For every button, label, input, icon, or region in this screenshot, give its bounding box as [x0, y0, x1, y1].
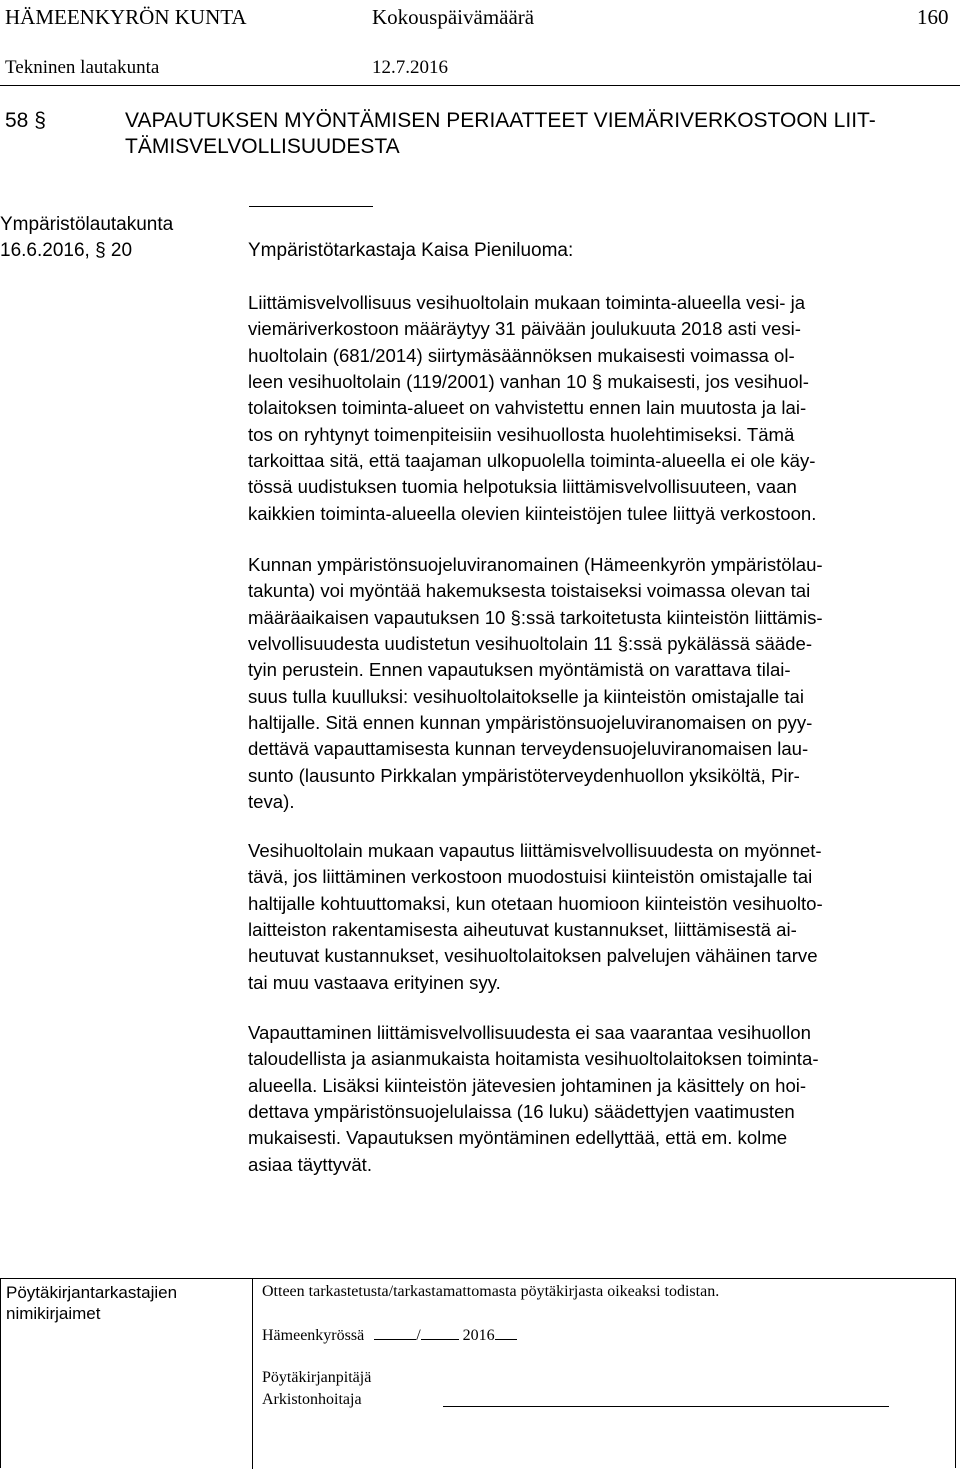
reference-meeting: 16.6.2016, § 20	[0, 240, 133, 261]
month-blank[interactable]	[421, 1325, 459, 1340]
footer-secretary: Pöytäkirjanpitäjä	[262, 1369, 372, 1386]
footer-divider	[252, 1278, 253, 1469]
board-name: Tekninen lautakunta	[5, 57, 160, 78]
meeting-date: 12.7.2016	[372, 57, 448, 78]
footer-initials-label: Pöytäkirjantarkastajien nimikirjaimet	[6, 1283, 178, 1323]
organization-name: HÄMEENKYRÖN KUNTA	[5, 5, 247, 29]
section-title-line: TÄMISVELVOLLISUUDESTA	[125, 135, 400, 158]
reference-rule	[249, 206, 373, 207]
signature-line[interactable]	[443, 1406, 889, 1407]
footer-certify: Otteen tarkastetusta/tarkastamattomasta pöytäkirjasta oikeaksi todistan.	[262, 1283, 720, 1300]
section-number: 58 §	[5, 109, 46, 132]
date-label: Kokouspäivämäärä	[372, 5, 535, 29]
header-rule	[0, 85, 960, 86]
paragraph: Vapauttaminen liittämisvelvollisuudesta ei saa vaarantaa vesihuollon taloudellista ja asianmukaista hoitamista vesihuoltolaitoksen toiminta- alueella. Lisäksi kiinteistön jätevesien johtaminen ja käsittely on hoi- dettava ympäristönsuojelulaissa (16 luku) säädettyjen vaatimusten mukaisesti. Vapautuksen myöntäminen edellyttää, että em. kolme asiaa täyttyvät.	[248, 1022, 819, 1175]
footer-archivist: Arkistonhoitaja	[262, 1391, 362, 1408]
footer-place-date: Hämeenkyrössä / 2016	[262, 1325, 517, 1346]
section-title-line: VAPAUTUKSEN MYÖNTÄMISEN PERIAATTEET VIEMÄRIVERKOSTOON LIIT-	[125, 109, 876, 132]
page-number: 160	[917, 5, 949, 29]
year-blank[interactable]	[495, 1325, 517, 1340]
section-title	[125, 108, 876, 160]
day-blank[interactable]	[374, 1325, 416, 1340]
paragraph: Vesihuoltolain mukaan vapautus liittämisvelvollisuudesta on myönnet- tävä, jos liittäminen verkostoon muodostuisi kiinteistön omistajalle tai haltijalle kohtuuttomaksi, kun otetaan huomioon kiinteistön vesihuolto- laitteiston rakentamisesta aiheutuvat kustannukset, liittämisestä ai- heutuvat kustannukset, vesihuoltolaitoksen palvelujen vähäinen tarve tai muu vastaava erityinen syy.	[248, 840, 823, 993]
presenter: Ympäristötarkastaja Kaisa Pieniluoma:	[248, 240, 574, 261]
paragraph: Liittämisvelvollisuus vesihuoltolain mukaan toiminta-alueella vesi- ja viemäriverkostoon määräytyy 31 päivään joulukuuta 2018 asti vesi- huoltolain (681/2014) siirtymäsäännöksen mukaisesti voimassa ol- leen vesihuoltolain (119/2001) vanhan 10 § mukaisesti, jos vesihuol- tolaitoksen toiminta-alueet on vahvistettu ennen lain muutosta ja lai- tos on ryhtynyt toimenpiteisiin vesihuollosta huolehtimiseksi. Tämä tarkoittaa sitä, että taajaman ulkopuolella toiminta-alueella ei ole käy- tössä uudistuksen tuomia helpotuksia liittämisvelvollisuuteen, vaan kaikkien toiminta-alueella olevien kiinteistöjen tulee liittyä verkostoon.	[248, 292, 817, 524]
reference-committee: Ympäristölautakunta	[0, 214, 174, 235]
paragraph: Kunnan ympäristönsuojeluviranomainen (Hämeenkyrön ympäristölau- takunta) voi myöntää hakemuksesta toistaiseksi voimassa olevan tai määräaikaisen vapautuksen 10 §:ssä tarkoitetusta kiinteistön liittämis- velvollisuudesta uudistetun vesihuoltolain 11 §:ssä pykälässä sääde- tyin perustein. Ennen vapautuksen myöntämistä on varattava tilai- suus tulla kuulluksi: vesihuoltolaitokselle ja kiinteistön omistajalle tai haltijalle. Sitä ennen kunnan ympäristönsuojeluviranomaisen on pyy- dettävä vapauttamisesta kunnan terveydensuojeluviranomaisen lau- sunto (lausunto Pirkkalan ympäristöterveydenhuollon yksiköltä, Pir- teva).	[248, 554, 823, 813]
